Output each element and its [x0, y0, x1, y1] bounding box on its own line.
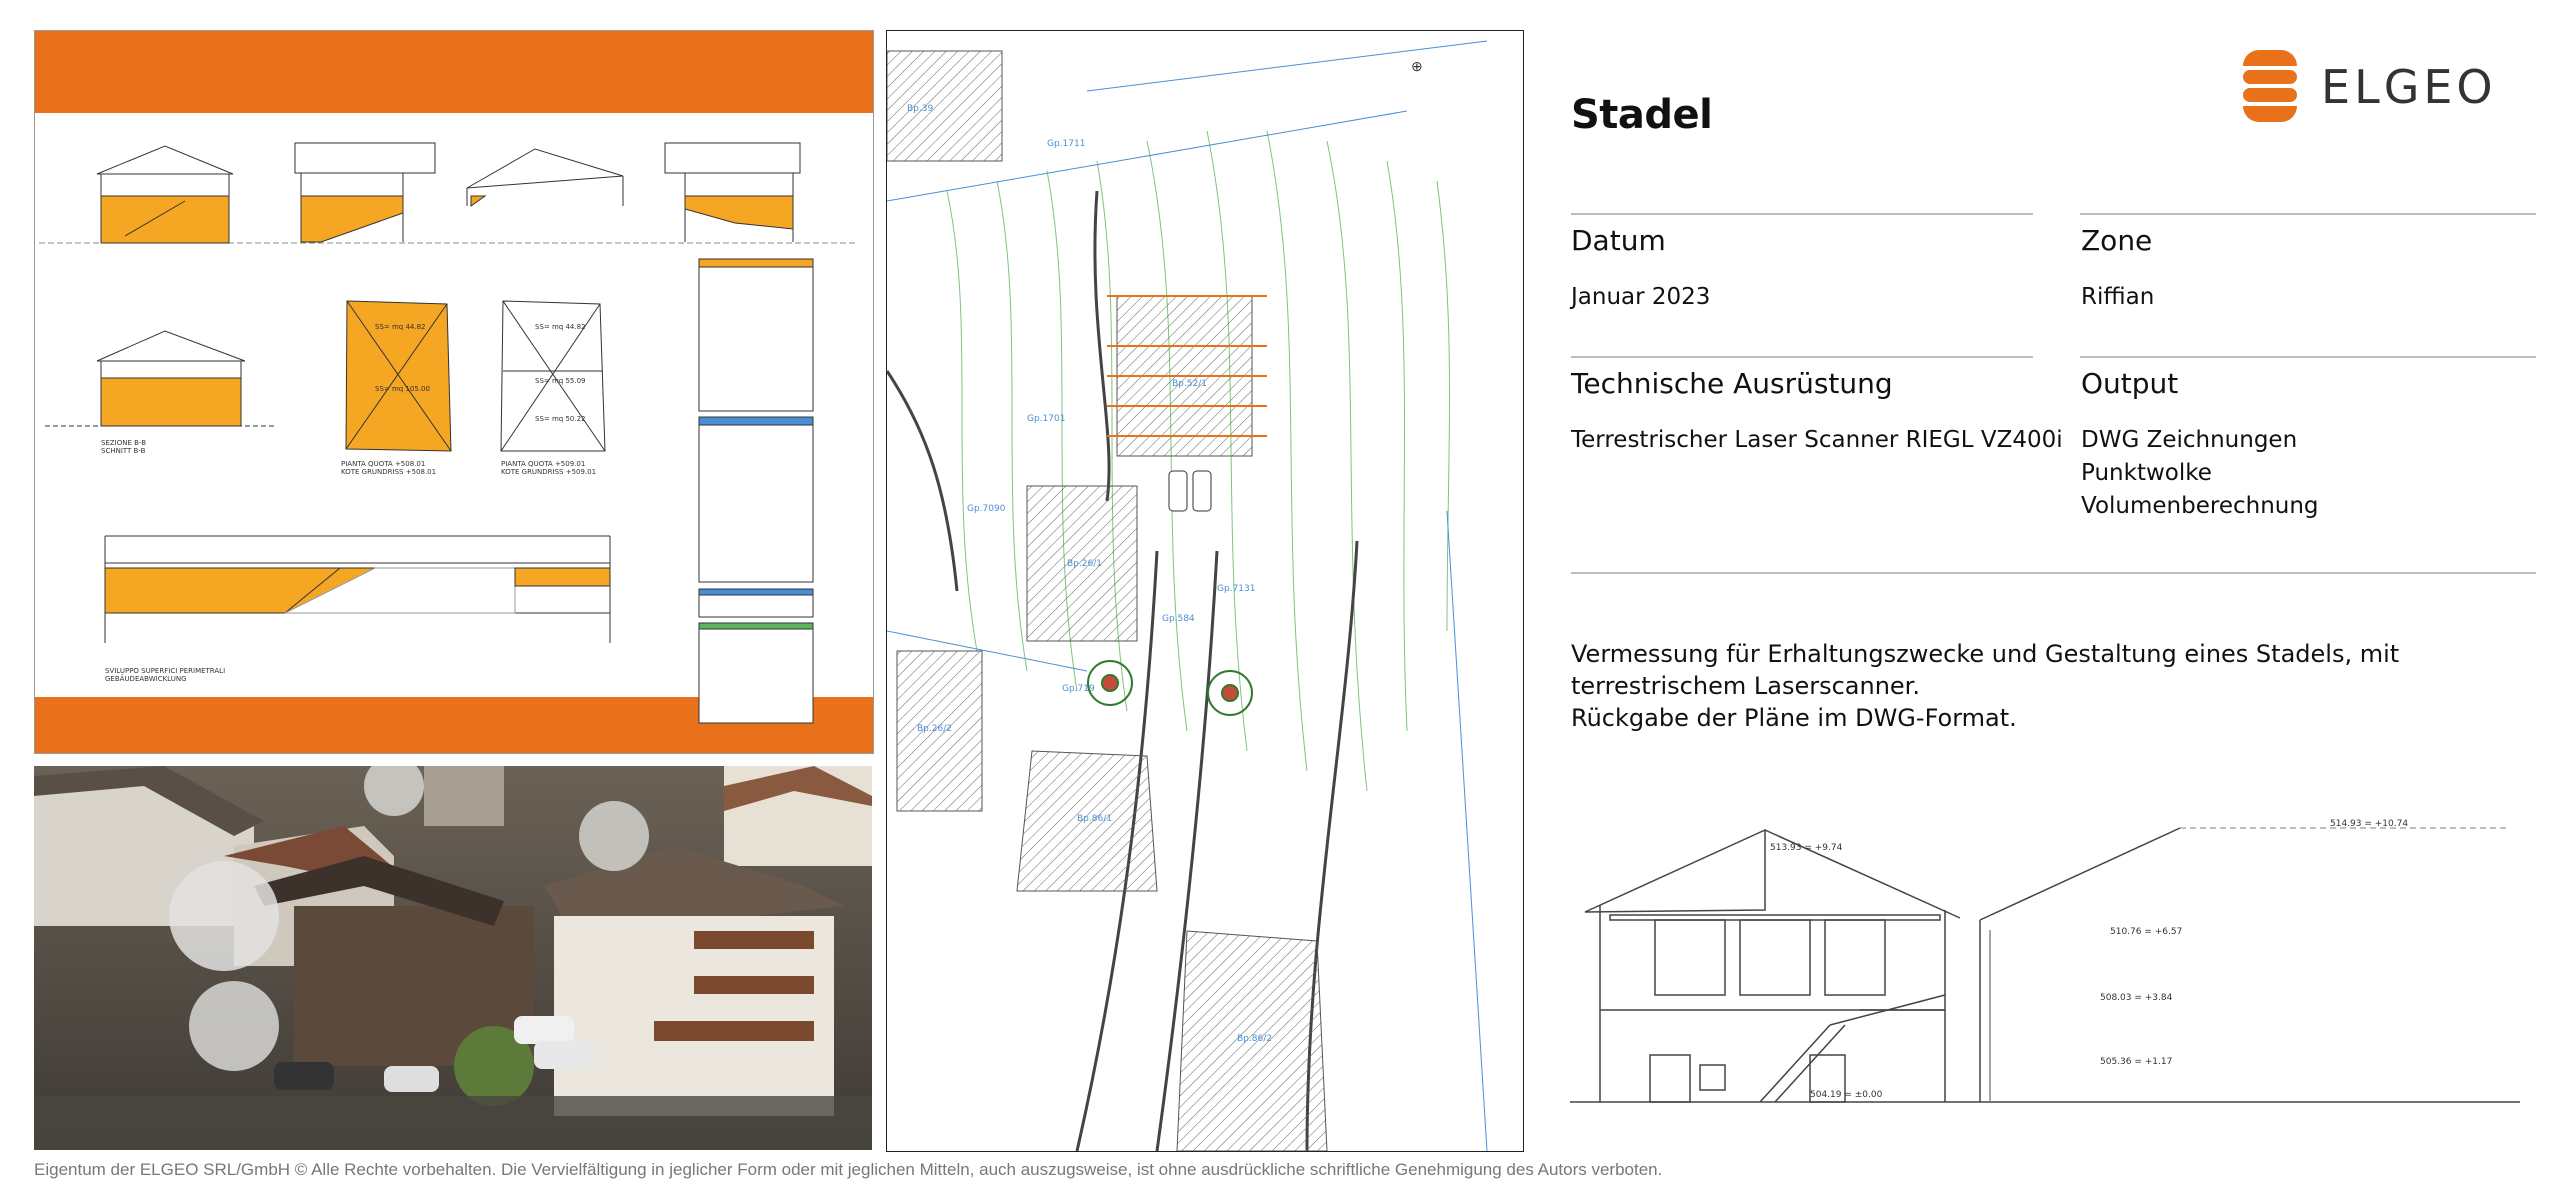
site-plan [886, 30, 1524, 1152]
elevation-mark-4: 508.03 = +3.84 [2100, 993, 2173, 1003]
description-line: Rückgabe der Pläne im DWG-Format. [1571, 704, 2017, 732]
parcel-label-6: Gp.719 [1062, 684, 1095, 694]
elgeo-logo [2233, 46, 2511, 128]
elevation-mark-1: 513.93 = +9.74 [1770, 843, 1843, 853]
parcel-label-5: Gp.7131 [1217, 584, 1256, 594]
zone-value: Riffian [2081, 284, 2155, 310]
parcel-label-1: Gp.1711 [1047, 139, 1086, 149]
elevation-mark-2: 514.93 = +10.74 [2330, 819, 2409, 829]
parcel-label-3: Gp.7090 [967, 504, 1006, 514]
parcel-label-8: Gp.584 [1162, 614, 1195, 624]
elevation-drawing [1570, 810, 2520, 1110]
elgeo-logo-mark-icon [2233, 46, 2511, 128]
parcel-label-11: Bp.52/1 [1172, 379, 1207, 389]
datum-value: Januar 2023 [1571, 284, 1711, 310]
divider [2080, 213, 2536, 215]
section-label-de: SCHNITT B-B [101, 447, 146, 455]
point-cloud-image [34, 766, 872, 1150]
point-cloud-render [34, 766, 872, 1150]
plan-label-1b: KOTE GRUNDRISS +508.01 [341, 468, 437, 476]
datum-label: Datum [1571, 224, 1666, 257]
output-label: Output [2081, 367, 2179, 400]
elevation-svg [1570, 810, 2520, 1110]
area-1b: SS= mq 105.00 [375, 385, 430, 393]
area-1a: SS= mq 44.82 [375, 323, 426, 331]
description-line: terrestrischem Laserscanner. [1571, 672, 1920, 700]
elevation-mark-6: 504.19 = ±0.00 [1810, 1090, 1883, 1100]
brand-name: ELGEO [2321, 60, 2497, 114]
divider [1571, 356, 2033, 358]
parcel-label-12: Bp.39 [907, 104, 934, 114]
equipment-value: Terrestrischer Laser Scanner RIEGL VZ400i [1571, 427, 2063, 453]
page-title: Stadel [1571, 92, 1713, 138]
elevation-mark-3: 510.76 = +6.57 [2110, 927, 2183, 937]
divider [1571, 572, 2536, 574]
technical-drawing-sheet [34, 30, 874, 754]
divider [1571, 213, 2033, 215]
section-label: SEZIONE B-B [101, 439, 147, 447]
output-item: Punktwolke [2081, 460, 2212, 486]
output-item: Volumenberechnung [2081, 493, 2319, 519]
area-2b: SS= mq 55.09 [535, 377, 586, 385]
parcel-label-10: Bp.86/2 [1237, 1034, 1272, 1044]
area-2a: SS= mq 44.82 [535, 323, 586, 331]
plan-label-2: PIANTA QUOTA +509.01 [501, 460, 586, 468]
zone-label: Zone [2081, 224, 2153, 257]
parcel-label-7: Bp.26/2 [917, 724, 952, 734]
parcel-label-2: Gp.1701 [1027, 414, 1066, 424]
elevation-mark-5: 505.36 = +1.17 [2100, 1057, 2173, 1067]
output-list [2081, 424, 2319, 523]
plan-label-2b: KOTE GRUNDRISS +509.01 [501, 468, 597, 476]
sheet-drawings [35, 31, 873, 753]
project-description [1571, 638, 2421, 734]
development-label-de: GEBÄUDEABWICKLUNG [105, 675, 187, 683]
site-plan-drawing [887, 31, 1523, 1151]
output-item: DWG Zeichnungen [2081, 427, 2298, 453]
development-label: SVILUPPO SUPERFICI PERIMETRALI [105, 667, 226, 675]
north-arrow-icon: ⊕ [1411, 58, 1423, 74]
description-line: Vermessung für Erhaltungszwecke und Gestaltung eines Stadels, mit [1571, 640, 2400, 668]
area-2c: SS= mq 50.22 [535, 415, 586, 423]
copyright-footer: Eigentum der ELGEO SRL/GmbH © Alle Rechte vorbehalten. Die Vervielfältigung in jeglicher Form oder mit jeglichen Mitteln, auch auszugsweise, ist ohne ausdrückliche schriftliche Genehmigung des Autors verboten. [34, 1160, 1663, 1179]
parcel-label-9: Bp.86/1 [1077, 814, 1112, 824]
parcel-label-4: Bp.26/1 [1067, 559, 1102, 569]
plan-label-1: PIANTA QUOTA +508.01 [341, 460, 426, 468]
equipment-label: Technische Ausrüstung [1571, 367, 1893, 400]
divider [2080, 356, 2536, 358]
